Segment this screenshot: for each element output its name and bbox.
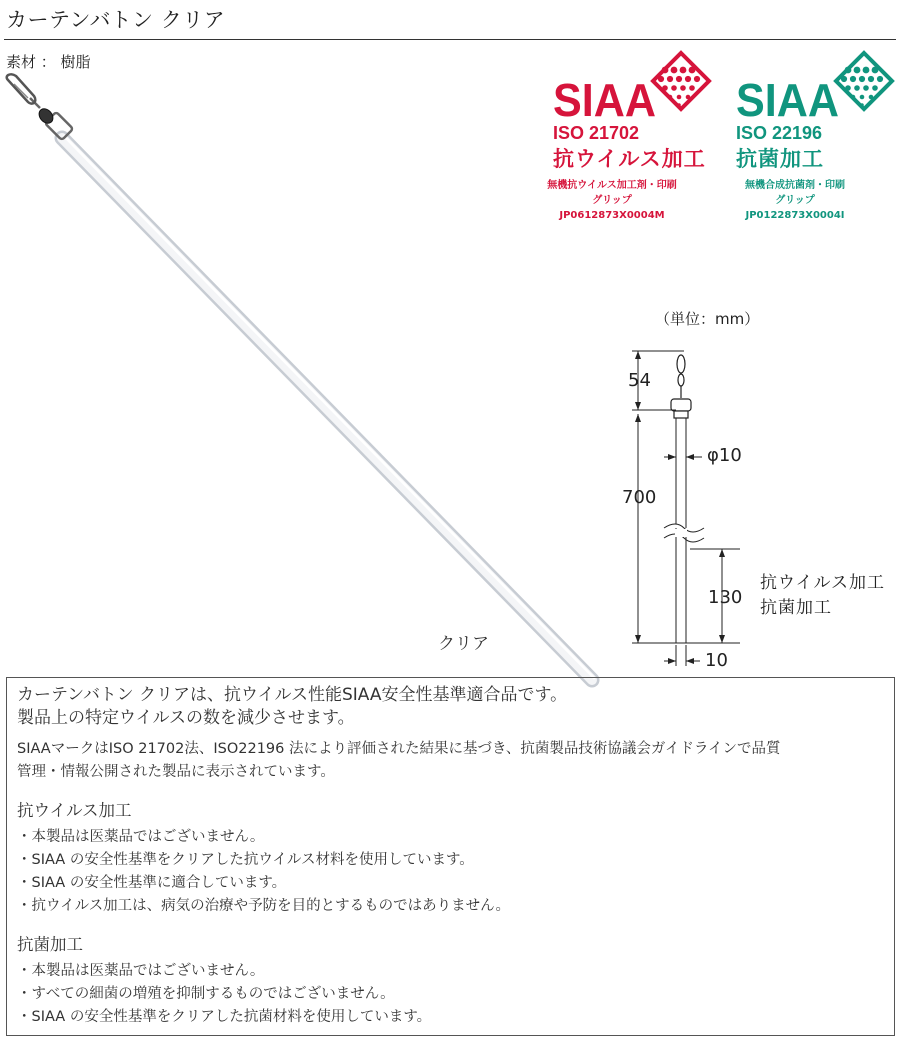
antibacterial-notes [17, 960, 884, 1029]
title-divider [4, 39, 896, 40]
baton-rod [62, 136, 594, 680]
unit-label: （単位：mm） [655, 310, 760, 328]
siaa-antibacterial-logo [736, 50, 896, 223]
color-label: クリア [438, 634, 489, 654]
list-item: ・抗ウイルス加工は、病気の治療や予防を目的とするものではありません。 [17, 898, 510, 914]
lead-line-2: 製品上の特定ウイルスの数を減少させます。 [17, 708, 355, 728]
siaa-explanation [17, 738, 884, 784]
iso-standard-label: ISO 21702 [553, 123, 640, 143]
dim-grip-length: 130 [708, 587, 743, 608]
list-item: ・SIAA の安全性基準をクリアした抗ウイルス材料を使用しています。 [17, 852, 474, 868]
list-item: ・SIAA の安全性基準をクリアした抗菌材料を使用しています。 [17, 1009, 432, 1025]
dim-width: 10 [705, 650, 728, 671]
siaa-brand-text: SIAA [553, 74, 656, 122]
list-item: ・本製品は医薬品ではございません。 [17, 963, 265, 979]
process-label: 抗菌加工 [736, 147, 824, 171]
dim-diameter: φ10 [707, 445, 742, 466]
list-item: ・すべての細菌の増殖を抑制するものではございません。 [17, 986, 395, 1002]
material-label: 素材 ： 樹脂 [6, 53, 91, 71]
logo-registration-code: JP0612873X0004M [559, 210, 665, 221]
siaa-mark-green-icon [736, 50, 896, 122]
logo-note-line2: グリップ [592, 195, 632, 206]
description-box [6, 677, 895, 1036]
logo-registration-code: JP0122873X0004I [745, 210, 845, 221]
list-item: ・本製品は医薬品ではございません。 [17, 829, 265, 845]
logo-note-line1: 無機抗ウイルス加工剤・印刷 [547, 180, 677, 191]
siaa-explanation-line-1: SIAAマークはISO 21702法、ISO22196 法により評価された結果に基づき、抗菌製品技術協議会ガイドラインで品質 [17, 741, 781, 757]
hook-icon [671, 355, 691, 418]
logo-note-line1: 無機合成抗菌剤・印刷 [745, 180, 845, 191]
siaa-antiviral-logo [547, 50, 713, 223]
logo-note-line2: グリップ [775, 195, 815, 206]
baton-product-image [0, 70, 600, 690]
list-item: ・SIAA の安全性基準に適合しています。 [17, 875, 287, 891]
baton-swivel-hook [7, 74, 73, 140]
label-antibacterial: 抗菌加工 [760, 598, 832, 618]
page-title: カーテンバトン クリア [6, 8, 226, 32]
label-antiviral: 抗ウイルス加工 [760, 573, 885, 593]
lead-line-1: カーテンバトン クリアは、抗ウイルス性能SIAA安全性基準適合品です。 [17, 685, 568, 705]
process-label: 抗ウイルス加工 [553, 147, 706, 171]
dim-hook-length: 54 [628, 370, 651, 391]
antibacterial-heading: 抗菌加工 [17, 935, 83, 954]
iso-standard-label: ISO 22196 [736, 123, 823, 143]
siaa-mark-red-icon [553, 50, 713, 122]
antiviral-heading: 抗ウイルス加工 [17, 801, 132, 820]
dim-total-length: 700 [622, 487, 657, 508]
siaa-brand-text: SIAA [736, 74, 839, 122]
siaa-explanation-line-2: 管理・情報公開された製品に表示されています。 [17, 764, 335, 780]
antiviral-notes [17, 826, 884, 918]
